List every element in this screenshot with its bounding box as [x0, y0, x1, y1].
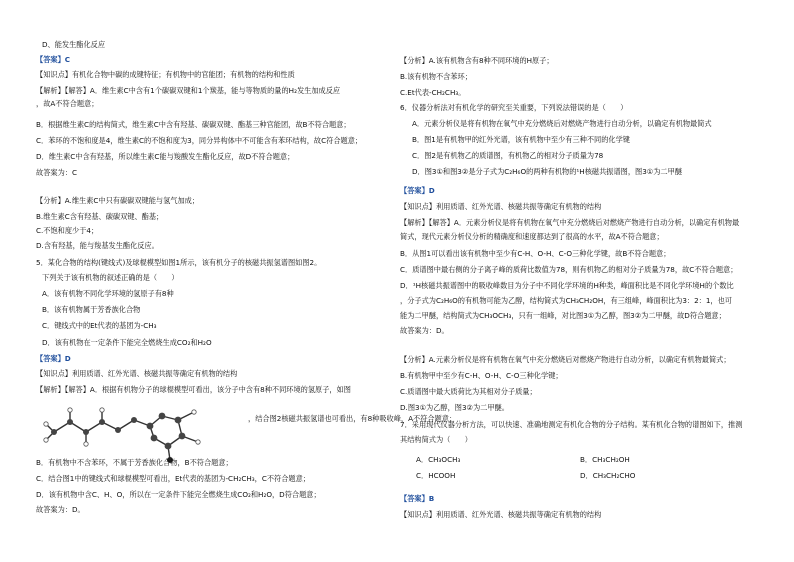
question-7-stem: 7．采用现代仪器分析方法，可以快速、准确地测定有机化合物的分子结构。某有机化合物的谱图如下，推测 [400, 420, 743, 429]
explanation-line: B．根据维生素C的结构简式，维生素C中含有羟基、碳碳双键、酯基三种官能团，故B不符合题意； [36, 120, 351, 129]
analysis-line: C.Et代表-CH₂CH₃。 [400, 88, 466, 97]
analysis-line: B.该有机物不含苯环； [400, 72, 472, 81]
question-7-option-a: A．CH₃OCH₃ [416, 455, 461, 464]
explanation-line: D．维生素C中含有羟基，所以维生素C能与羧酸发生酯化反应，故D不符合题意； [36, 152, 295, 161]
analysis-line: C.不饱和度少于4； [36, 226, 99, 235]
answer-conclusion: 故答案为：D。 [400, 326, 449, 335]
explanation-line: ，分子式为C₂H₆O的有机物可能为乙醇，结构简式为CH₃CH₂OH，有三组峰，峰面积比为3：2：1，也可 [400, 296, 732, 305]
explanation-line: C．苯环的不饱和度是4，维生素C的不饱和度为3，同分异构体中不可能含有苯环结构，故C符合题意； [36, 136, 363, 145]
question-6-option-b: B．图1是有机物甲的红外光谱，该有机物中至少有三种不同的化学键 [412, 135, 630, 144]
question-5-option-a: A．该有机物不同化学环境的氢原子有8种 [42, 289, 174, 298]
question-7-stem: 其结构简式为（ ） [400, 435, 472, 444]
option-d-text: D、能发生酯化反应 [42, 40, 106, 49]
explanation-line: ，结合图2核磁共振氢谱也可看出，有8种吸收峰，A不符合题意； [248, 414, 457, 423]
ball-and-stick-model-image [36, 398, 246, 466]
question-6-option-a: A．元素分析仪是将有机物在氧气中充分燃烧后对燃烧产物进行自动分析，以确定有机物最简式 [412, 119, 712, 128]
analysis-line: B.维生素C含有羟基、碳碳双键、酯基； [36, 212, 164, 221]
question-6-option-d: D．图3①和图3②是分子式为C₂H₆O的两种有机物的¹H核磁共振谱图，图3①为二甲醚 [412, 167, 682, 176]
analysis-line: C.质谱图中最大质荷比为其相对分子质量； [400, 387, 537, 396]
explanation-line: B．有机物中不含苯环，不属于芳香族化合物，B不符合题意； [36, 458, 233, 467]
explanation-line: 能为二甲醚，结构简式为CH₃OCH₃，只有一组峰，对比图3①为乙醇，图3②为二甲醚，故D符合题意； [400, 311, 726, 320]
explanation-line: D．该有机物中含C、H、O，所以在一定条件下能完全燃烧生成CO₂和H₂O，D符合题意； [36, 490, 321, 499]
question-6-stem: 6．仪器分析法对有机化学的研究至关重要，下列说法错误的是（ ） [400, 103, 628, 112]
analysis-line: 【分析】A.维生素C中只有碳碳双键能与氢气加成； [36, 196, 200, 205]
analysis-line: B.有机物甲中至少有C-H、O-H、C-O三种化学键； [400, 371, 563, 380]
knowledge-point: 【知识点】利用质谱、红外光谱、核磁共振等确定有机物的结构 [400, 202, 602, 211]
explanation-line: 【解析】【解答】A．元素分析仪是将有机物在氧气中充分燃烧后对燃烧产物进行自动分析，以确定有机物最 [400, 218, 740, 227]
answer-line: 【答案】D [36, 354, 71, 363]
explanation-line: 【解析】【解答】A．维生素C中含有1个碳碳双键和1个羰基，能与等物质的量的H₂发生加成反应 [36, 86, 341, 95]
explanation-line: C．结合图1中的键线式和球棍模型可看出，Et代表的基团为-CH₂CH₃，C不符合题意； [36, 474, 310, 483]
analysis-line: 【分析】A.元素分析仪是将有机物在氧气中充分燃烧后对燃烧产物进行自动分析，以确定有机物最简式； [400, 355, 731, 364]
knowledge-point: 【知识点】利用质谱、红外光谱、核磁共振等确定有机物的结构 [36, 369, 238, 378]
answer-line: 【答案】C [36, 55, 71, 64]
question-7-option-b: B．CH₃CH₂OH [580, 455, 630, 464]
analysis-line: D.图3①为乙醇，图3②为二甲醚。 [400, 403, 509, 412]
knowledge-point: 【知识点】利用质谱、红外光谱、核磁共振等确定有机物的结构 [400, 510, 602, 519]
explanation-line: 简式，现代元素分析仪分析的精确度和速度都达到了很高的水平，故A不符合题意； [400, 232, 664, 241]
question-5-option-c: C．键线式中的Et代表的基团为-CH₃ [42, 321, 157, 330]
question-7-option-c: C．HCOOH [416, 471, 456, 480]
explanation-line: C．质谱图中最右侧的分子离子峰的质荷比数值为78，则有机物乙的相对分子质量为78，故C不符合题意； [400, 265, 738, 274]
question-7-option-d: D．CH₃CH₂CHO [580, 471, 636, 480]
analysis-line: D.含有羟基，能与羧基发生酯化反应。 [36, 241, 159, 250]
question-5-option-d: D．该有机物在一定条件下能完全燃烧生成CO₂和H₂O [42, 338, 212, 347]
answer-line: 【答案】B [400, 494, 435, 503]
knowledge-point: 【知识点】有机化合物中碳的成键特征；有机物中的官能团；有机物的结构和性质 [36, 70, 295, 79]
question-5-option-b: B．该有机物属于芳香族化合物 [42, 305, 141, 314]
question-6-option-c: C．图2是有机物乙的质谱图，有机物乙的相对分子质量为78 [412, 151, 604, 160]
question-5-prompt: 下列关于该有机物的叙述正确的是（ ） [42, 273, 179, 282]
answer-conclusion: 故答案为：C [36, 168, 77, 177]
question-5-stem: 5．某化合物的结构(键线式)及球棍模型如图1所示，该有机分子的核磁共振氢谱图如图2。 [36, 258, 322, 267]
answer-line: 【答案】D [400, 186, 435, 195]
explanation-line: 【解析】【解答】A．根据有机物分子的球棍模型可看出，该分子中含有8种不同环境的氢原子，如图 [36, 385, 351, 394]
explanation-line: D．¹H核磁共振谱图中的吸收峰数目为分子中不同化学环境的H种类，峰面积比是不同化学环境H的个数比 [400, 281, 734, 290]
explanation-line: B．从图1可以看出该有机物中至少有C-H、O-H、C-O三种化学键，故B不符合题意； [400, 249, 671, 258]
analysis-line: 【分析】A.该有机物含有8种不同环境的H原子； [400, 56, 554, 65]
answer-conclusion: 故答案为：D。 [36, 505, 85, 514]
explanation-line: ，故A不符合题意； [36, 99, 99, 108]
